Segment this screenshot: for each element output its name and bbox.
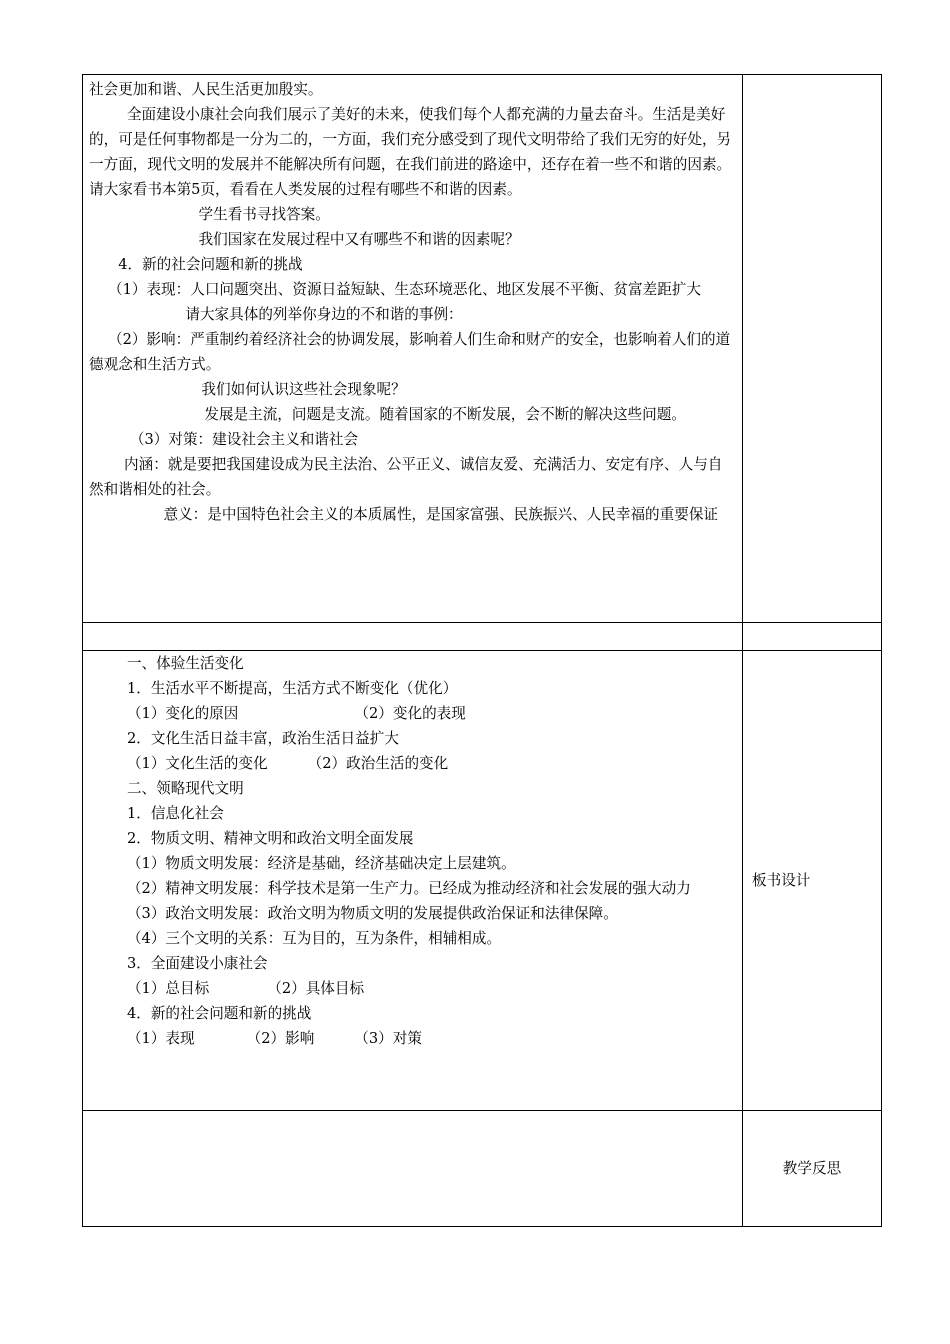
outline-item bbox=[89, 701, 736, 726]
board-design-row bbox=[83, 651, 882, 1111]
teaching-process-cell bbox=[83, 75, 743, 623]
blank-row bbox=[83, 623, 882, 651]
board-design-label: 板书设计 bbox=[752, 872, 811, 889]
text-line: 学生看书寻找答案。 bbox=[198, 206, 330, 223]
outline-item: （1）物质文明发展：经济是基础，经济基础决定上层建筑。 bbox=[126, 855, 516, 872]
text-paragraph: 发展是主流，问题是支流。随着国家的不断发展，会不断的解决这些问题。 bbox=[204, 406, 686, 423]
text-line: 我们如何认识这些社会现象呢？ bbox=[201, 381, 406, 398]
reflection-label: 教学反思 bbox=[782, 1160, 842, 1177]
blank-cell bbox=[83, 623, 743, 651]
outline-item: （3）政治文明发展：政治文明为物质文明的发展提供政治保证和法律保障。 bbox=[126, 905, 618, 922]
board-design-label-cell bbox=[743, 651, 882, 1111]
outline-subitem: （1）总目标 bbox=[126, 980, 210, 997]
outline-subitem: （2）政治生活的变化 bbox=[307, 755, 449, 772]
side-cell-empty bbox=[743, 75, 882, 623]
text-paragraph: 意义：是中国特色社会主义的本质属性，是国家富强、民族振兴、人民幸福的重要保证 bbox=[163, 506, 719, 523]
outline-item bbox=[89, 976, 736, 1001]
outline-item bbox=[89, 751, 736, 776]
outline-heading: 二、领略现代文明 bbox=[126, 780, 244, 797]
outline-subitem: （1）文化生活的变化 bbox=[126, 755, 268, 772]
outline-subitem: （1）变化的原因 bbox=[126, 705, 239, 722]
text-line: （3）对策：建设社会主义和谐社会 bbox=[129, 431, 359, 448]
teaching-process-row bbox=[83, 75, 882, 623]
text-paragraph: （2）影响：严重制约着经济社会的协调发展，影响着人们生命和财产的安全，也影响着人们的道德观念和生活方式。 bbox=[89, 331, 731, 373]
outline-subitem: （2）影响 bbox=[246, 1030, 315, 1047]
outline-item bbox=[89, 1026, 736, 1051]
section-heading: 4．新的社会问题和新的挑战 bbox=[118, 256, 303, 273]
reflection-content-cell bbox=[83, 1111, 743, 1227]
text-line: 我们国家在发展过程中又有哪些不和谐的因素呢？ bbox=[198, 231, 520, 248]
outline-heading: 一、体验生活变化 bbox=[126, 655, 244, 672]
lesson-plan-table bbox=[82, 74, 882, 1227]
outline-subitem: （3）对策 bbox=[354, 1030, 422, 1047]
outline-item: 3．全面建设小康社会 bbox=[126, 955, 268, 972]
outline-subitem: （1）表现 bbox=[126, 1030, 195, 1047]
outline-subitem: （2）具体目标 bbox=[267, 980, 365, 997]
outline-subitem: （2）变化的表现 bbox=[354, 705, 466, 722]
reflection-label-cell bbox=[743, 1111, 882, 1227]
outline-item: 2．文化生活日益丰富，政治生活日益扩大 bbox=[126, 730, 399, 747]
text-line: 请大家具体的列举你身边的不和谐的事例： bbox=[185, 306, 463, 323]
board-design-content bbox=[83, 651, 743, 1111]
text-paragraph: （1）表现：人口问题突出、资源日益短缺、生态环境恶化、地区发展不平衡、贫富差距扩大 bbox=[107, 281, 702, 298]
text-paragraph: 全面建设小康社会向我们展示了美好的未来，使我们每个人都充满的力量去奋斗。生活是美好的，可是任何事物都是一分为二的，一方面，我们充分感受到了现代文明带给了我们无穷的好处，另一方面，现代文明的发展并不能解决所有问题，在我们前进的路途中，还存在着一些不和谐的因素。请大家看书本第5页，看看在人类发展的过程有哪些不和谐的因素。 bbox=[89, 106, 732, 198]
text-paragraph: 内涵：就是要把我国建设成为民主法治、公平正义、诚信友爱、充满活力、安定有序、人与自然和谐相处的社会。 bbox=[89, 456, 723, 498]
outline-item: 1．信息化社会 bbox=[126, 805, 224, 822]
outline-item: 2．物质文明、精神文明和政治文明全面发展 bbox=[126, 830, 414, 847]
side-cell-empty bbox=[743, 623, 882, 651]
outline-item: 1．生活水平不断提高，生活方式不断变化（优化） bbox=[126, 680, 458, 697]
outline-item: （2）精神文明发展：科学技术是第一生产力。已经成为推动经济和社会发展的强大动力 bbox=[126, 880, 691, 897]
outline-item: （4）三个文明的关系：互为目的，互为条件，相辅相成。 bbox=[126, 930, 502, 947]
reflection-row bbox=[83, 1111, 882, 1227]
text-line: 社会更加和谐、人民生活更加殷实。 bbox=[89, 81, 323, 98]
outline-item: 4．新的社会问题和新的挑战 bbox=[126, 1005, 312, 1022]
